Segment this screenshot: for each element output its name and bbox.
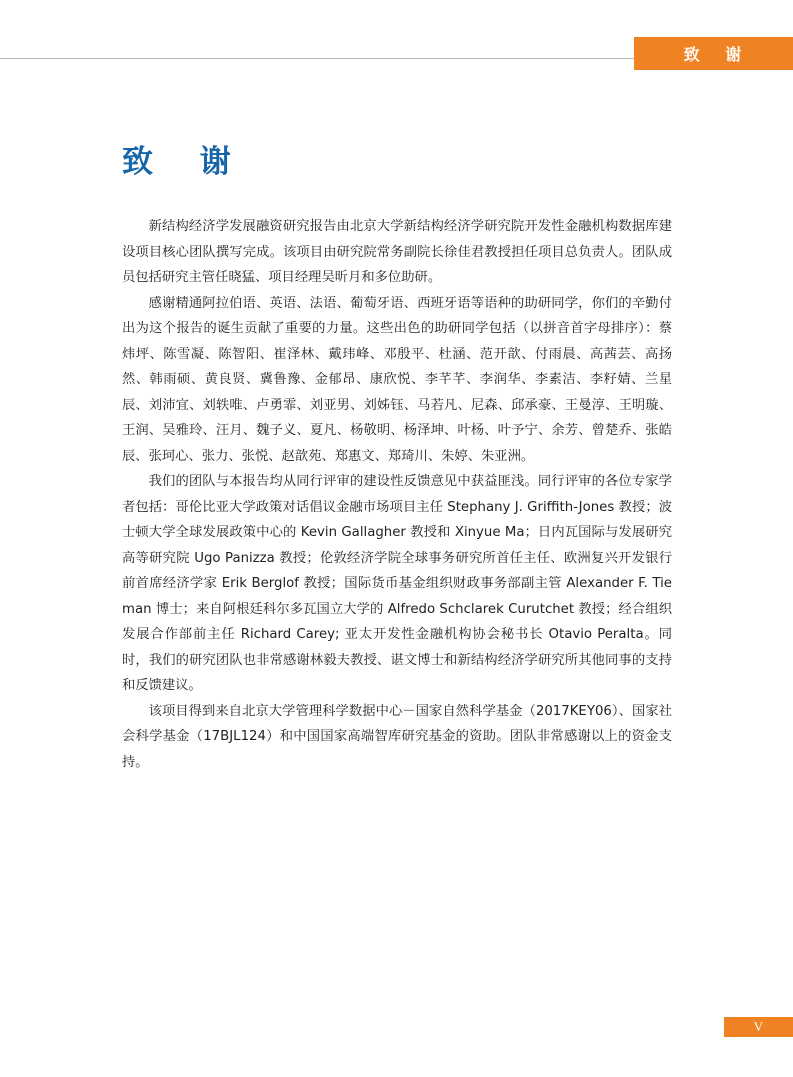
page-title: 致 谢 xyxy=(122,144,249,180)
page-number: V xyxy=(724,1017,793,1037)
paragraph-research-assistants: 感谢精通阿拉伯语、英语、法语、葡萄牙语、西班牙语等语种的助研同学，你们的辛勤付出为这个报告的诞生贡献了重要的力量。这些出色的助研同学包括（以拼音首字母排序）：蔡炜坪、陈雪凝、陈智阳、崔泽林、戴玮峰、邓殷平、杜涵、范开歆、付雨晨、高茜芸、高扬然、韩雨硕、黄良贤、冀鲁豫、金郁昂、康欣悦、李芊芊、李润华、李素洁、李籽婧、兰星辰、刘沛宜、刘轶唯、卢勇霏、刘亚男、刘姊钰、马若凡、尼森、邱承豪、王曼淳、王明璇、王润、吴雅玲、汪月、魏子义、夏凡、杨敬明、杨泽坤、叶杨、叶予宁、余芳、曾楚乔、张皓辰、张珂心、张力、张悦、赵歆苑、郑惠文、郑琦川、朱婷、朱亚洲。 xyxy=(122,295,672,464)
paragraph-funding: 该项目得到来自北京大学管理科学数据中心－国家自然科学基金（2017KEY06）、国家社会科学基金（17BJL124）和中国国家高端智库研究基金的资助。团队非常感谢以上的资金支持。 xyxy=(122,703,672,770)
header-rule xyxy=(0,58,634,59)
paragraph-peer-reviewers: 我们的团队与本报告均从同行评审的建设性反馈意见中获益匪浅。同行评审的各位专家学者包括：哥伦比亚大学政策对话倡议金融市场项目主任 Stephany J. Griffith-Jones 教授；波士顿大学全球发展政策中心的 Kevin Gallagher 教授和 Xinyue Ma；日内瓦国际与发展研究高等研究院 Ugo Panizza 教授；伦敦经济学院全球事务研究所首任主任、欧洲复兴开发银行前首席经济学家 Erik Berglof 教授；国际货币基金组织财政事务部副主管 Alexander F. Tieman 博士；来自阿根廷科尔多瓦国立大学的 Alfredo Schclarek Curutchet 教授；经合组织发展合作部前主任 Richard Carey; 亚太开发性金融机构协会秘书长 Otavio Peralta。同时，我们的研究团队也非常感谢林毅夫教授、谌文博士和新结构经济学研究所其他同事的支持和反馈建议。 xyxy=(122,474,672,693)
paragraph-team: 新结构经济学发展融资研究报告由北京大学新结构经济学研究院开发性金融机构数据库建设项目核心团队撰写完成。该项目由研究院常务副院长徐佳君教授担任项目总负责人。团队成员包括研究主管任晓猛、项目经理吴昕月和多位助研。 xyxy=(122,219,672,285)
acknowledgements-body xyxy=(122,214,672,775)
section-tab: 致 谢 xyxy=(634,37,793,70)
